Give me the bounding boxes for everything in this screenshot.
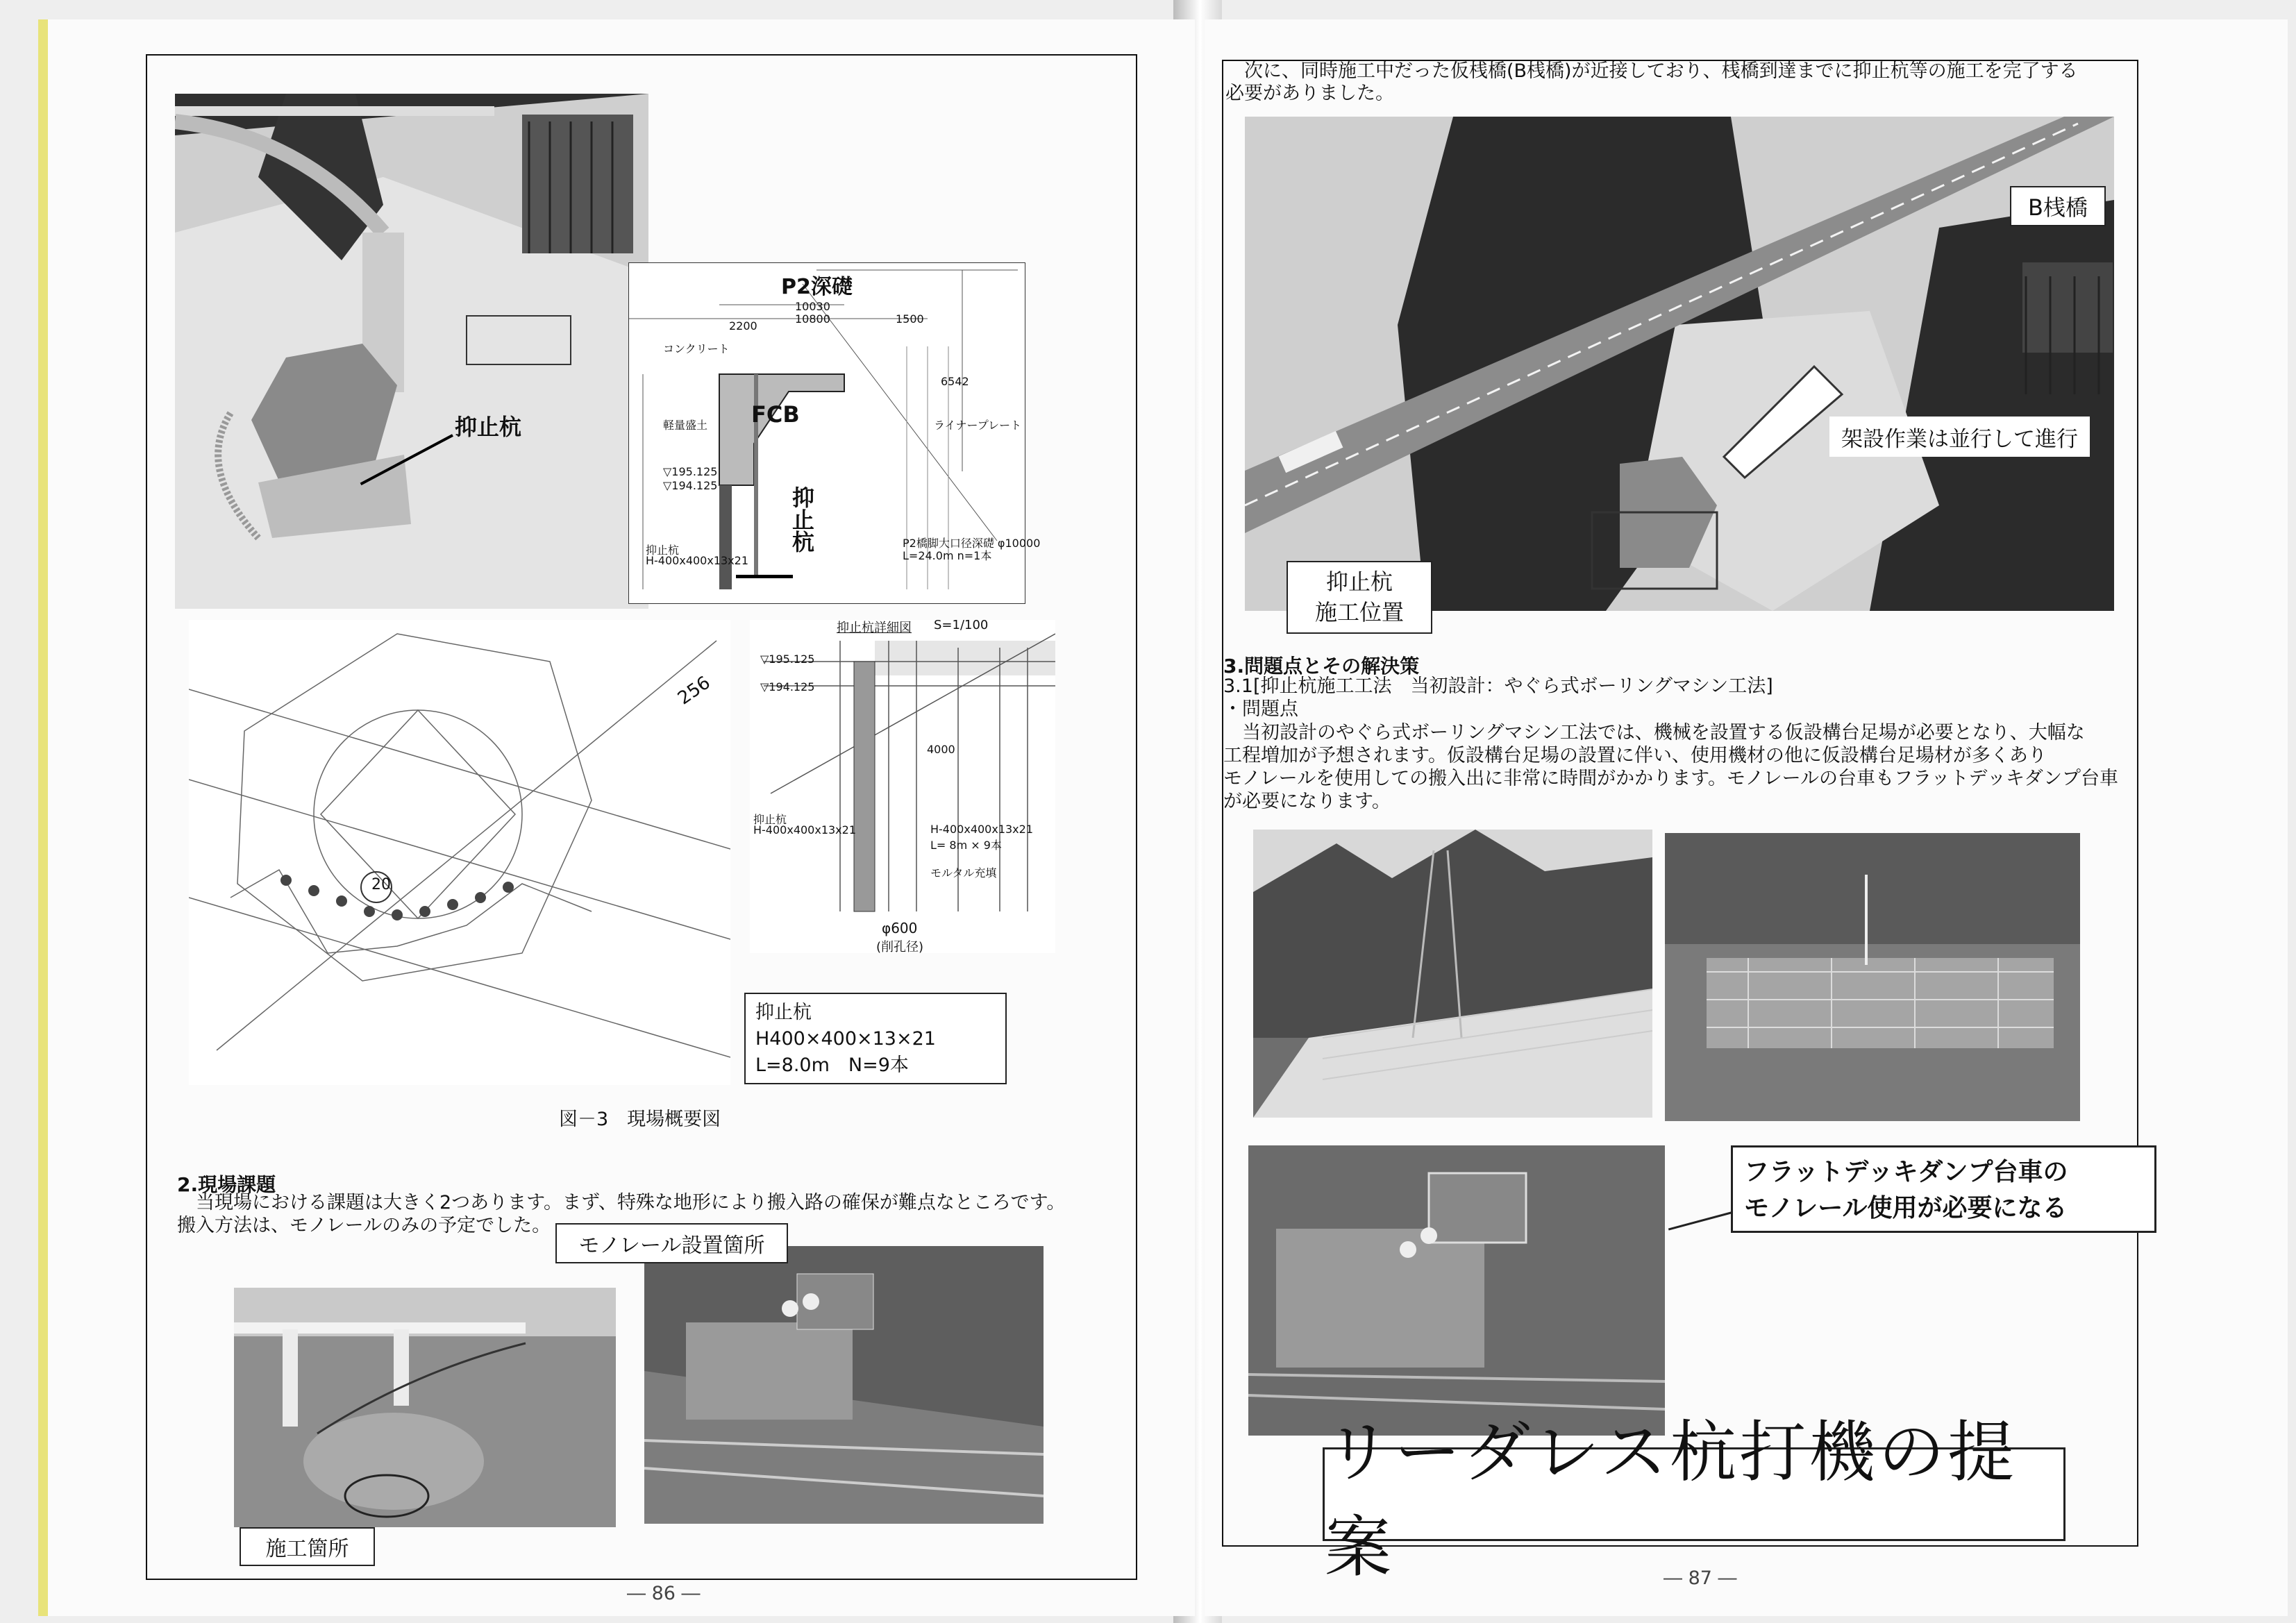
right-page-number: ― 87 ― xyxy=(1664,1567,1737,1589)
callout-flatdeck xyxy=(1731,1145,2156,1233)
right-body-line2: 工程増加が予想されます。仮設構台足場の設置に伴い、使用機材の他に仮設構台足場材が多くあり xyxy=(1223,745,2047,766)
left-section-title: 2.現場課題 xyxy=(177,1173,276,1196)
pile-position-callout xyxy=(1287,561,1432,634)
big-title: リーダレス杭打機の提案 xyxy=(1325,1413,2018,1586)
detail-dim-4000: 4000 xyxy=(927,743,955,756)
detail-mortar: モルタル充填 xyxy=(930,866,997,880)
label-shaft-sub: L=24.0m n=1本 xyxy=(903,549,992,562)
dim-a: 2200 xyxy=(729,319,757,333)
right-intro-line1: 次に、同時施工中だった仮桟橋(B桟橋)が近接しており、桟橋到達までに抑止杭等の施工を完了する xyxy=(1225,60,2078,82)
label-concrete: コンクリート xyxy=(663,342,730,355)
plan-label-circle: 20 xyxy=(371,876,391,893)
photo-boring-scaffold-1 xyxy=(1253,830,1652,1118)
callout-site: 施工箇所 xyxy=(240,1527,375,1566)
pile-spec-line2: H400×400×13×21 xyxy=(755,1028,936,1050)
detail-spec-right: H-400x400x13x21 xyxy=(930,823,1034,836)
label-shaft: P2橋脚大口径深礎 φ10000 xyxy=(903,537,1041,550)
detail-pile-spec: H-400x400x13x21 xyxy=(753,823,857,836)
label-pile-small: 抑止杭 xyxy=(646,544,680,557)
pile-detail-drawing xyxy=(750,620,1055,953)
right-body-line1: 当初設計のやぐら式ボーリングマシン工法では、機械を設置する仮設構台足場が必要となり、大幅な xyxy=(1223,722,2085,743)
site-3d-render xyxy=(175,94,648,609)
detail-pile: 抑止杭 xyxy=(753,813,787,826)
detail-level-2: ▽194.125 xyxy=(760,680,815,693)
right-body-line4: が必要になります。 xyxy=(1223,791,1391,812)
label-parallel-work: 架設作業は並行して進行 xyxy=(1829,417,2090,457)
pile-position-line1: 抑止杭 xyxy=(1325,569,1393,595)
fcb-label: FCB xyxy=(751,401,800,428)
level-2-top: ▽194.125 xyxy=(663,479,718,492)
photo-monorail-cart xyxy=(644,1246,1044,1524)
detail-diameter-sub: (削孔径) xyxy=(876,940,924,955)
right-problem-heading: ・問題点 xyxy=(1223,698,1298,720)
pile-label-3d: 抑止杭 xyxy=(455,414,522,440)
label-bearing: 軽量盛土 xyxy=(663,419,708,432)
site-plan-drawing xyxy=(189,620,730,1085)
viaduct-3d-render xyxy=(1245,117,2114,611)
callout-flatdeck-line1: フラットデッキダンプ台車の xyxy=(1744,1158,2068,1186)
right-subsection: 3.1[抑止杭施工工法 当初設計：やぐら式ボーリングマシン工法] xyxy=(1223,675,1773,697)
detail-count-right: L= 8m × 9本 xyxy=(930,839,1002,852)
plan-label-256: 256 xyxy=(673,672,714,709)
p2-title: P2深礎 xyxy=(781,275,853,299)
callout-flatdeck-line2: モノレール使用が必要になる xyxy=(1744,1194,2068,1222)
pile-position-line2: 施工位置 xyxy=(1314,599,1404,625)
left-page-number: ― 86 ― xyxy=(627,1583,701,1604)
photo-monorail-site xyxy=(234,1288,616,1527)
left-body-line1: 当現場における課題は大きく2つあります。まず、特殊な地形により搬入路の確保が難点なところです。 xyxy=(177,1192,1066,1213)
level-1-top: ▽195.125 xyxy=(663,465,718,478)
right-intro-line2: 必要がありました。 xyxy=(1225,83,1394,104)
label-liner: ライナープレート xyxy=(934,419,1022,432)
label-pile-spec-small: H-400x400x13x21 xyxy=(646,554,749,567)
figure-caption: 図－3 現場概要図 xyxy=(559,1109,721,1130)
callout-monorail: モノレール設置箇所 xyxy=(555,1223,788,1263)
left-body-line2: 搬入方法は、モノレールのみの予定でした。 xyxy=(177,1215,551,1236)
pile-spec-callout xyxy=(744,993,1007,1084)
pile-arrow-section xyxy=(736,575,793,578)
dim-top: 10030 xyxy=(795,300,830,313)
dim-c: 6542 xyxy=(941,375,969,388)
pile-spec-line1: 抑止杭 xyxy=(755,1002,812,1023)
dim-b: 1500 xyxy=(896,312,924,326)
detail-level-1: ▽195.125 xyxy=(760,653,815,666)
detail-diameter: φ600 xyxy=(882,920,918,936)
label-b-bridge: B桟橋 xyxy=(2010,186,2106,226)
pile-label-vertical: 抑止杭 xyxy=(789,486,815,553)
photo-flatdeck-cart xyxy=(1248,1145,1665,1436)
detail-scale: S=1/100 xyxy=(934,618,989,632)
photo-boring-scaffold-2 xyxy=(1665,833,2080,1121)
right-section-title: 3.問題点とその解決策 xyxy=(1223,655,1420,678)
pile-spec-line3: L=8.0m N=9本 xyxy=(755,1054,909,1076)
right-body-line3: モノレールを使用しての搬入出に非常に時間がかかります。モノレールの台車もフラットデッキダンプ台車 xyxy=(1223,768,2118,789)
dim-mid: 10800 xyxy=(795,312,830,326)
detail-title: 抑止杭詳細図 xyxy=(837,621,912,635)
